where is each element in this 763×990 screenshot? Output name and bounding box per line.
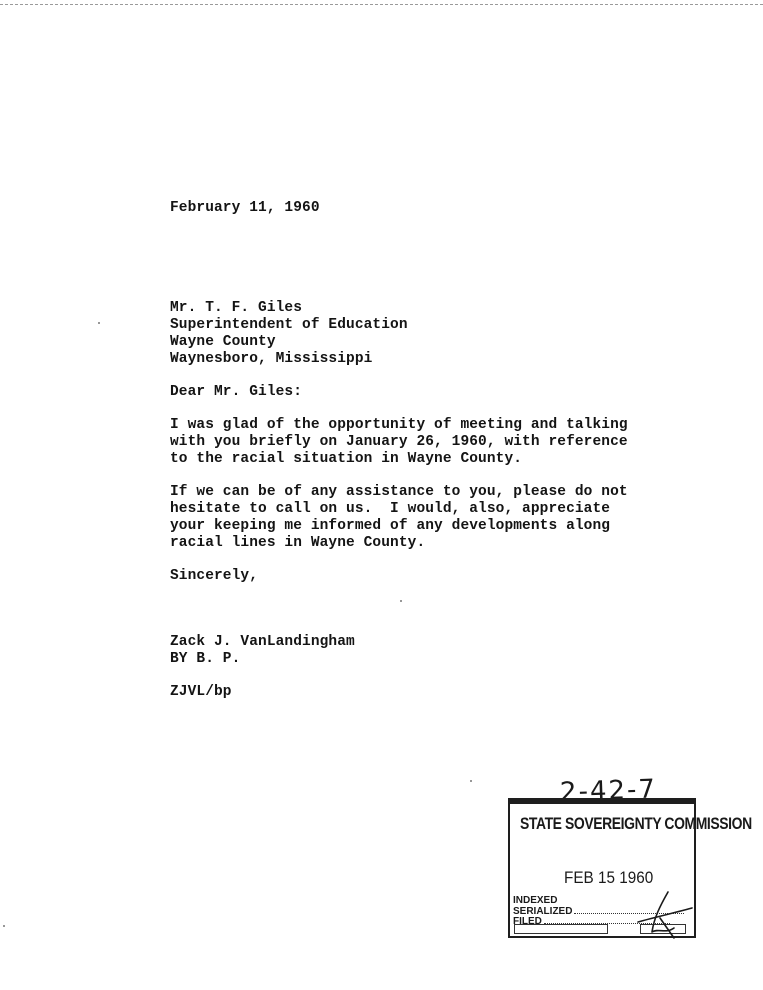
stamp-field-serialized: SERIALIZED: [513, 906, 684, 917]
recipient-city: Waynesboro, Mississippi: [170, 351, 373, 367]
handwritten-initials-mark: [630, 888, 710, 948]
by-line: BY B. P.: [170, 651, 241, 667]
paragraph2-line: hesitate to call on us. I would, also, appreciate: [170, 501, 611, 517]
stamp-field-indexed: INDEXED: [513, 895, 558, 906]
scan-speck: [3, 925, 5, 927]
closing: Sincerely,: [170, 568, 259, 584]
scan-speck: [98, 322, 100, 324]
paragraph2-line: racial lines in Wayne County.: [170, 535, 426, 551]
stamp-title: STATE SOVEREIGNTY COMMISSION: [520, 814, 752, 833]
paragraph2-line: If we can be of any assistance to you, please do not: [170, 484, 628, 500]
recipient-title: Superintendent of Education: [170, 317, 408, 333]
signer-name: Zack J. VanLandingham: [170, 634, 355, 650]
file-number-handwritten: 2-42-7: [559, 774, 658, 808]
salutation: Dear Mr. Giles:: [170, 384, 303, 400]
stamp-date: FEB 15 1960: [564, 868, 654, 887]
recipient-name: Mr. T. F. Giles: [170, 300, 303, 316]
paragraph1-line: to the racial situation in Wayne County.: [170, 451, 523, 467]
typist-initials: ZJVL/bp: [170, 684, 232, 700]
paragraph2-line: your keeping me informed of any developments along: [170, 518, 611, 534]
scan-speck: [400, 600, 402, 602]
letter-date: February 11, 1960: [170, 200, 320, 216]
stamp-box-left: [514, 924, 608, 934]
recipient-county: Wayne County: [170, 334, 276, 350]
paragraph1-line: with you briefly on January 26, 1960, with reference: [170, 434, 628, 450]
scan-speck: [470, 780, 472, 782]
stamp-field-filed: FILED: [513, 916, 670, 927]
paragraph1-line: I was glad of the opportunity of meeting and talking: [170, 417, 628, 433]
